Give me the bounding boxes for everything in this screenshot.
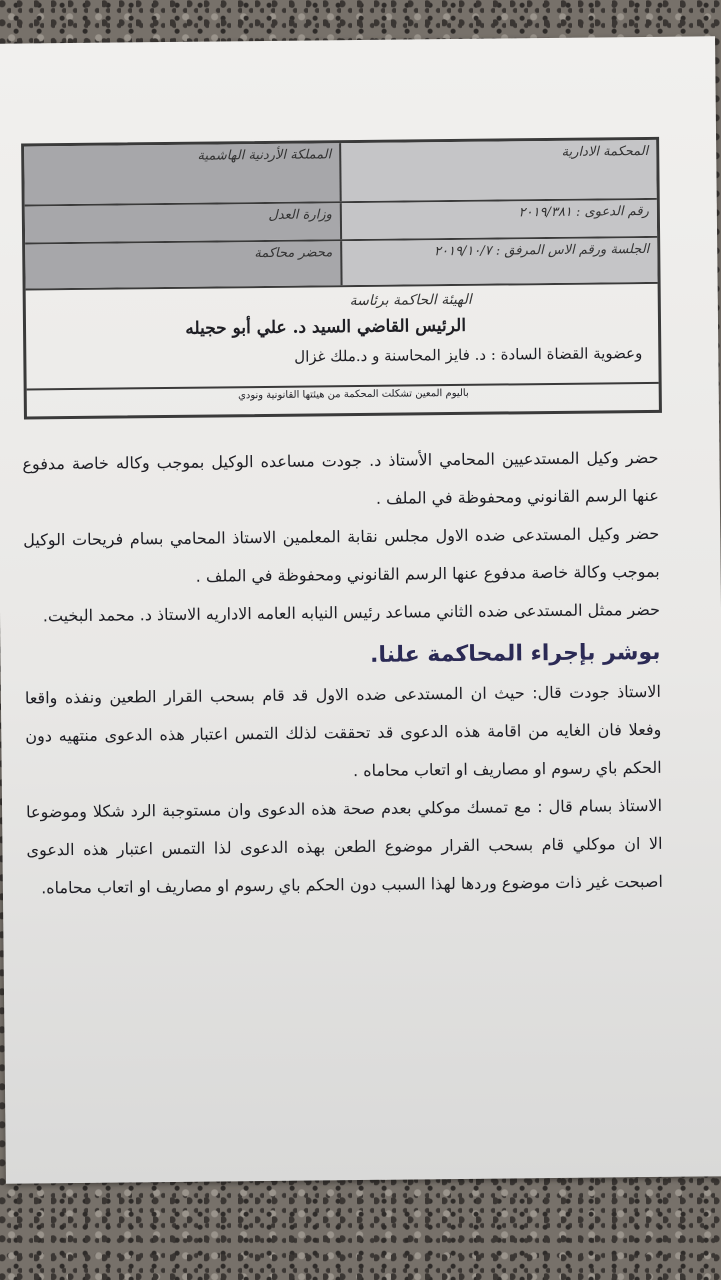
paragraph-respondent-one-counsel: حضر وكيل المستدعى ضده الاول مجلس نقابة المعلمين الاستاذ المحامي بسام فريحات الوكيل بموجب وكالة خاصة مدفوع عنها الرسم القانوني ومحفوظة في الملف .	[23, 523, 660, 586]
paragraph-respondent-two-representative: حضر ممثل المستدعى ضده الثاني مساعد رئيس النيابه العامه الاداريه الاستاذ د. محمد البخيت.	[42, 599, 661, 626]
header-row-1	[24, 140, 657, 207]
header-row-3	[25, 238, 657, 291]
presiding-judge: الرئيس القاضي السيد د. علي أبو حجيله	[185, 315, 467, 339]
court-panel	[26, 284, 659, 391]
kingdom-label: المملكة الأردنية الهاشمية	[24, 143, 342, 204]
header-row-2	[25, 200, 657, 245]
session-opening-line: باليوم المعين تشكلت المحكمة من هيئتها القانونية ونودي	[237, 387, 469, 402]
case-number: رقم الدعوى : ٢٠١٩/٣٨١	[342, 200, 657, 239]
court-header-table	[21, 137, 662, 420]
proceedings-heading: بوشر بإجراء المحاكمة علنا.	[369, 639, 661, 668]
ministry-label: وزارة العدل	[25, 203, 342, 242]
panel-members: وعضوية القضاة السادة : د. فايز المحاسنة و د.ملك غزال	[294, 344, 643, 366]
court-label: المحكمة الادارية	[341, 140, 657, 201]
record-label: محضر محاكمة	[25, 241, 342, 288]
document-content	[19, 137, 667, 908]
proceedings-text	[22, 439, 667, 908]
paragraph-bassam-statement: الاستاذ بسام قال : مع تمسك موكلي بعدم صحة هذه الدعوى وان مستوجبة الرد شكلا وموضوعا الا ان موكلي قام بسحب القرار موضوع الطعن بهذه الدعوى لذا التمس اعتبار هذه الدعوى اصبحت غير ذات موضوع وردها لهذا السبب دون الحكم باي رسوم او مصاريف او اتعاب محاماه.	[25, 795, 663, 898]
document-page	[0, 36, 721, 1183]
session-date: الجلسة ورقم الاس المرفق : ٢٠١٩/١٠/٧	[342, 238, 657, 285]
paragraph-applicants-counsel: حضر وكيل المستدعيين المحامي الأستاذ د. جودت مساعده الوكيل بموجب وكاله خاصة مدفوع عنها الرسم القانوني ومحفوظة في الملف .	[22, 447, 659, 508]
paragraph-jawdat-statement: الاستاذ جودت قال: حيث ان المستدعى ضده الاول قد قام بسحب القرار الطعين ونفذه واقعا وفعلا فان الغايه من اقامة هذه الدعوى قد تحققت لذلك التمس اعتبار هذه الدعوى منتهيه دون الحكم باي رسوم او مصاريف او اتعاب محاماه .	[24, 681, 662, 781]
panel-title: الهيئة الحاكمة برئاسة	[349, 291, 472, 310]
